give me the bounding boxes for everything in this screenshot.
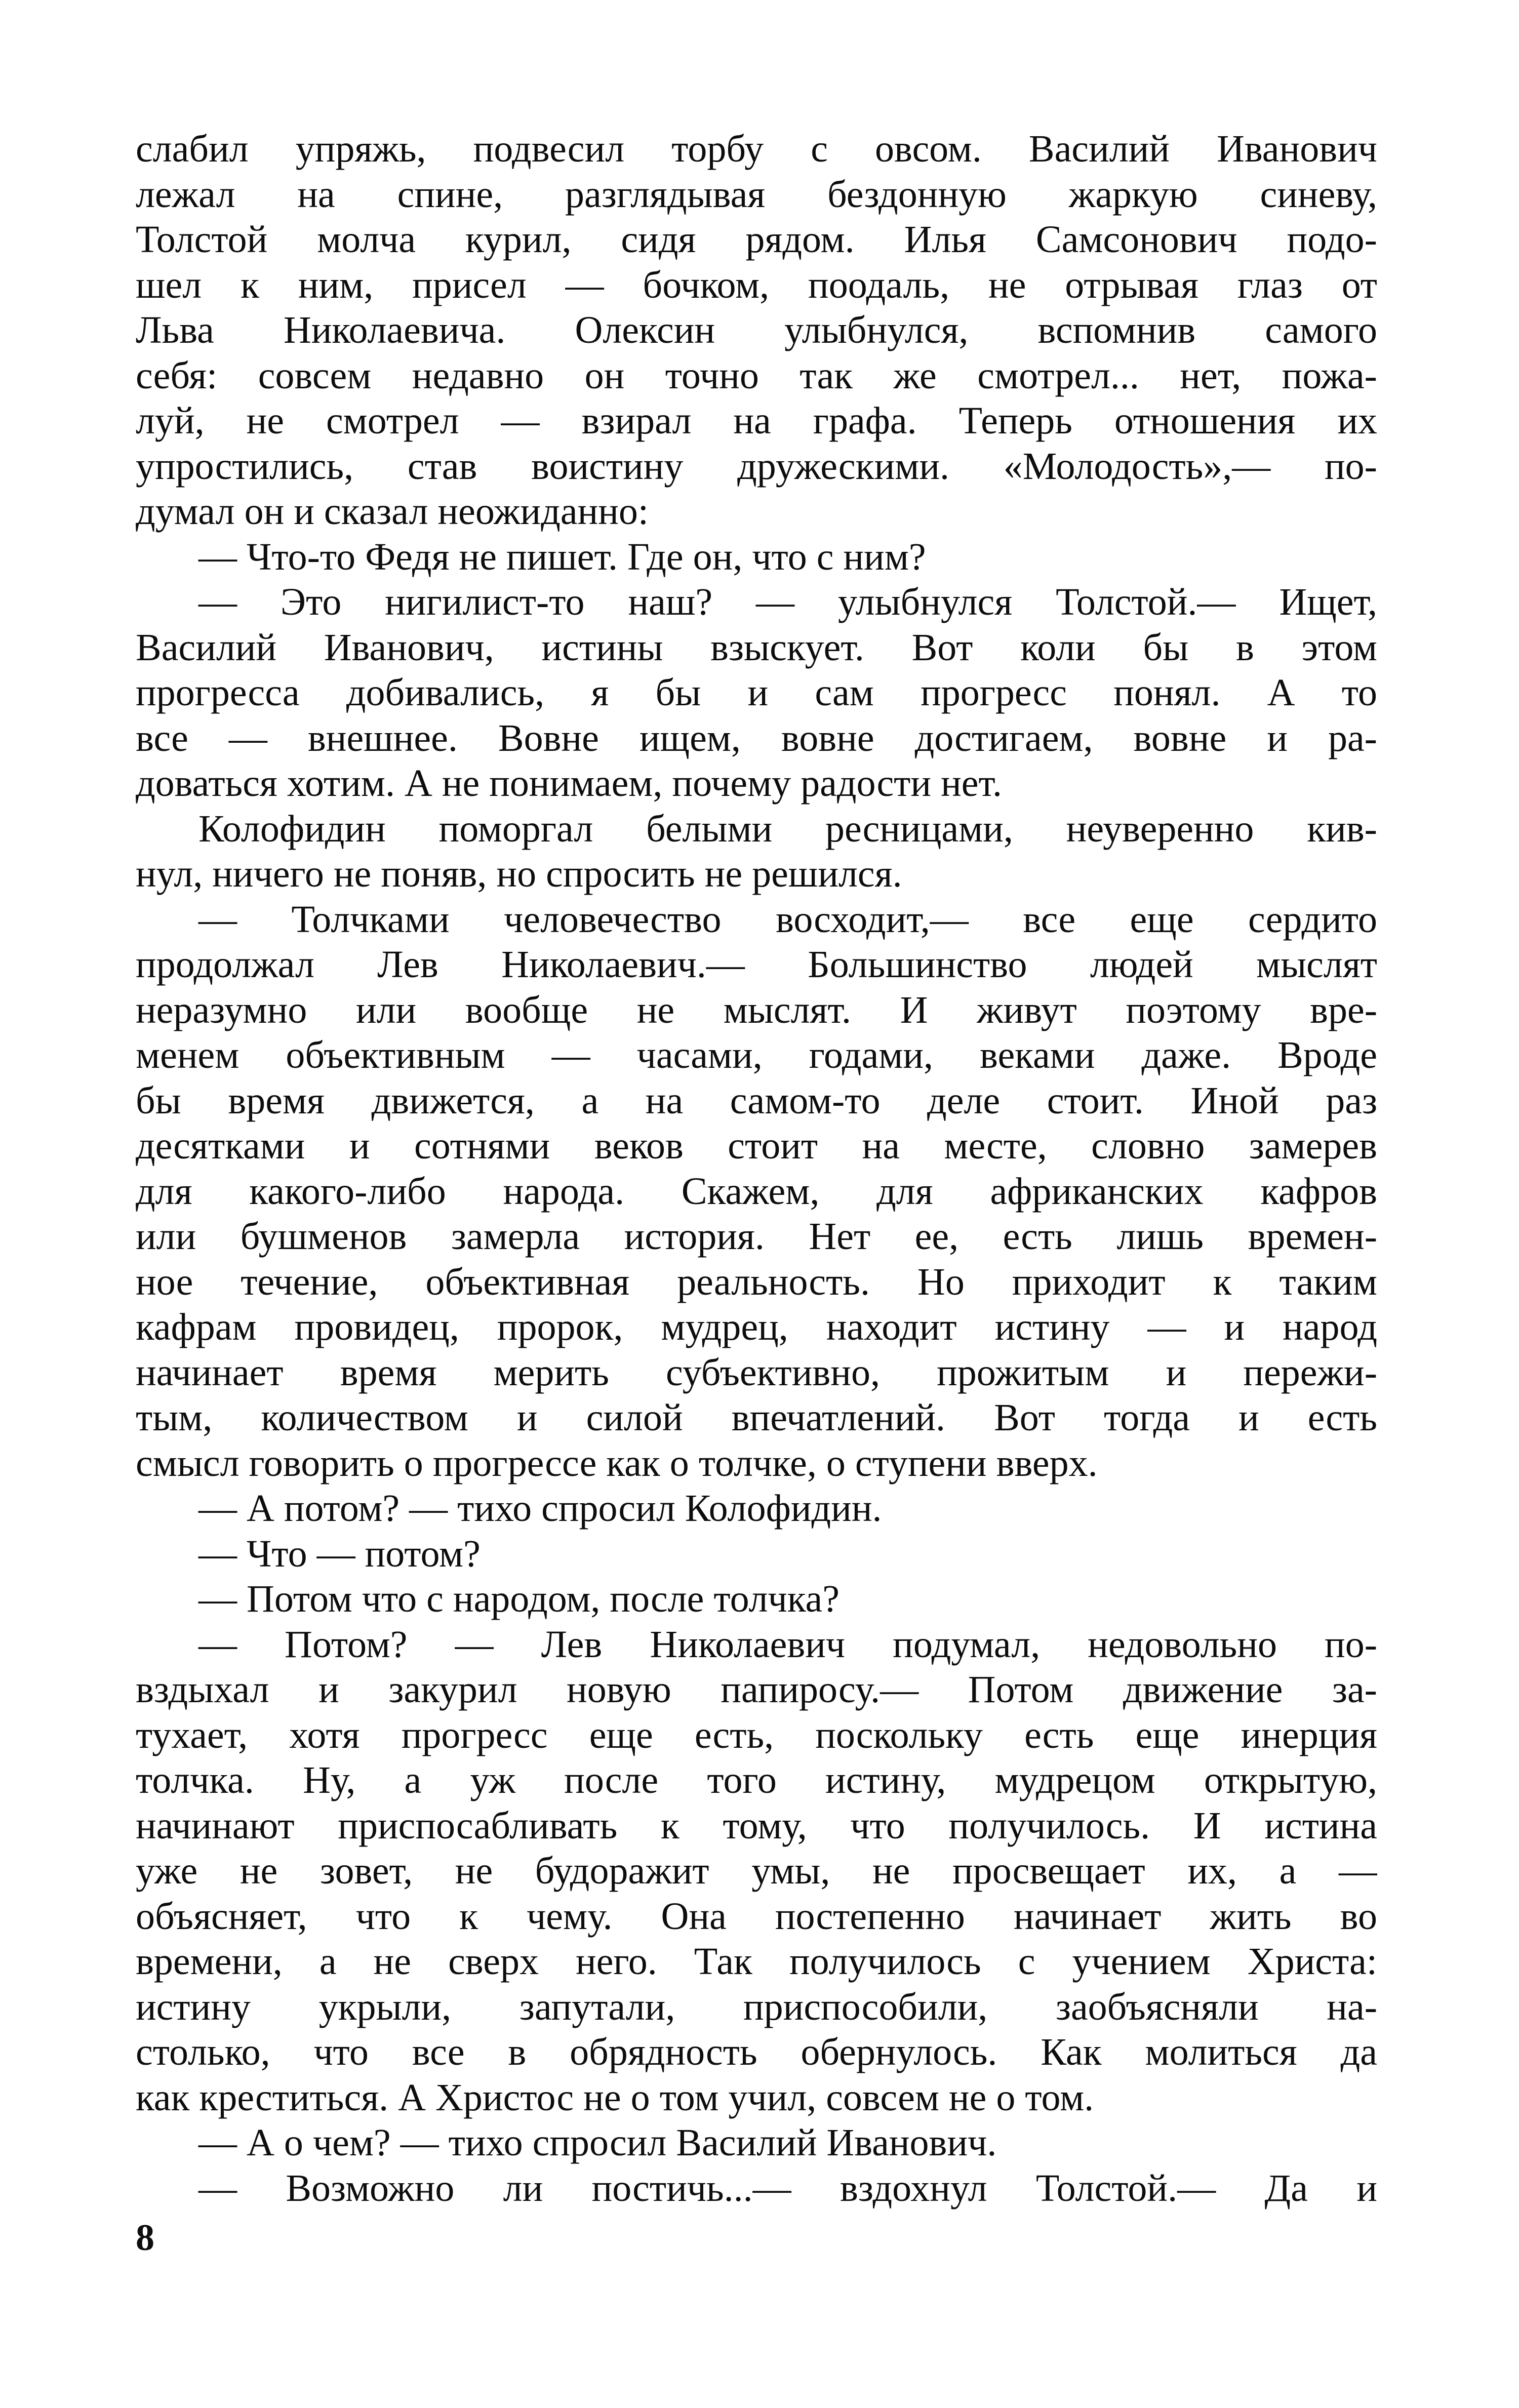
text-line: — А о чем? — тихо спросил Василий Иванович. [198,2121,997,2164]
text-line: смысл говорить о прогрессе как о толчке, о ступени вверх. [136,1441,1098,1484]
text-line: — Потом? — Лев Николаевич подумал, недовольно по- [198,1623,1377,1666]
text-line: истину укрыли, запутали, приспособили, заобъясняли на- [136,1985,1377,2028]
text-line: менем объективным — часами, годами, веками даже. Вроде [136,1034,1377,1076]
text-line: шел к ним, присел — бочком, поодаль, не отрывая глаз от [136,263,1377,306]
text-line: как креститься. А Христос не о том учил, совсем не о том. [136,2076,1094,2119]
text-line: все — внешнее. Вовне ищем, вовне достигаем, вовне и ра- [136,716,1377,759]
text-line: ное течение, объективная реальность. Но приходит к таким [136,1260,1377,1303]
text-line: объясняет, что к чему. Она постепенно начинает жить во [136,1895,1377,1938]
text-line: для какого-либо народа. Скажем, для африканских кафров [136,1170,1377,1213]
text-line: — Толчками человечество восходит,— все еще сердито [198,898,1377,941]
text-line: — Что — потом? [198,1532,481,1575]
text-line: продолжал Лев Николаевич.— Большинство людей мыслят [136,943,1377,986]
text-line: нул, ничего не поняв, но спросить не решился. [136,853,902,895]
text-line: десятками и сотнями веков стоит на месте, словно замерев [136,1125,1377,1167]
text-line: толчка. Ну, а уж после того истину, мудрецом открытую, [136,1759,1377,1801]
text-line: времени, а не сверх него. Так получилось с учением Христа: [136,1940,1377,1983]
text-line: Льва Николаевича. Олексин улыбнулся, вспомнив самого [136,309,1377,351]
text-line: Толстой молча курил, сидя рядом. Илья Самсонович подо- [136,218,1377,261]
text-line: думал он и сказал неожиданно: [136,490,649,533]
text-line: или бушменов замерла история. Нет ее, есть лишь времен- [136,1215,1377,1258]
text-line: себя: совсем недавно он точно так же смотрел... нет, пожа- [136,354,1377,397]
text-line: Василий Иванович, истины взыскует. Вот коли бы в этом [136,626,1377,669]
text-line: слабил упряжь, подвесил торбу с овсом. Василий Иванович [136,128,1377,170]
text-line: — Потом что с народом, после толчка? [198,1578,840,1620]
text-line: вздыхал и закурил новую папиросу.— Потом движение за- [136,1668,1377,1711]
text-line: начинает время мерить субъективно, прожитым и пережи- [136,1351,1377,1394]
text-line: луй, не смотрел — взирал на графа. Теперь отношения их [136,399,1377,442]
text-line: тым, количеством и силой впечатлений. Вот тогда и есть [136,1396,1377,1439]
text-line: начинают приспосабливать к тому, что получилось. И истина [136,1804,1377,1847]
text-line: тухает, хотя прогресс еще есть, поскольку есть еще инерция [136,1713,1377,1756]
text-line: — Возможно ли постичь...— вздохнул Толстой.— Да и [198,2166,1377,2210]
text-line: неразумно или вообще не мыслят. И живут поэтому вре- [136,988,1377,1031]
text-line: — Это нигилист-то наш? — улыбнулся Толстой.— Ищет, [198,581,1377,623]
text-line: бы время движется, а на самом-то деле стоит. Иной раз [136,1079,1377,1122]
text-line: — Что-то Федя не пишет. Где он, что с ним? [198,535,926,578]
text-line: прогресса добивались, я бы и сам прогресс понял. А то [136,671,1377,714]
page-number: 8 [136,2217,154,2259]
text-line: упростились, став воистину дружескими. «Молодость»,— по- [136,445,1377,488]
text-line: доваться хотим. А не понимаем, почему радости нет. [136,762,1002,805]
text-line: Колофидин поморгал белыми ресницами, неуверенно кив- [198,807,1377,850]
body-text [136,127,1377,2211]
text-line: кафрам провидец, пророк, мудрец, находит истину — и народ [136,1306,1377,1348]
text-line: столько, что все в обрядность обернулось. Как молиться да [136,2031,1377,2073]
text-line: лежал на спине, разглядывая бездонную жаркую синеву, [136,173,1377,216]
text-line: уже не зовет, не будоражит умы, не просвещает их, а — [136,1850,1377,1892]
text-line: — А потом? — тихо спросил Колофидин. [198,1487,882,1530]
